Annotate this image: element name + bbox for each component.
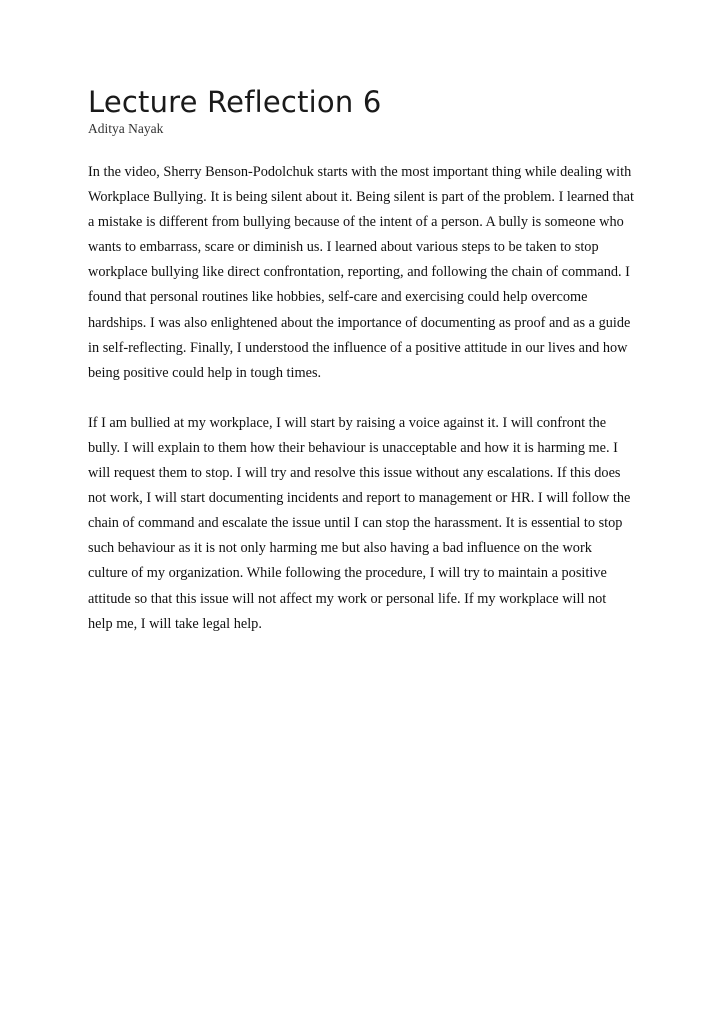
document-author: Aditya Nayak	[88, 121, 164, 136]
paragraph-1: In the video, Sherry Benson-Podolchuk starts with the most important thing while dealing with Workplace Bullying. It is being silent about it. Being silent is part of the problem. I learned that a mistake is different from bullying because of the intent of a person. A bully is someone who wants to embarrass, scare or diminish us. I learned about various steps to be taken to stop workplace bullying like direct confrontation, reporting, and following the chain of command. I found that personal routines like hobbies, self-care and exercising could help overcome hardships. I was also enlightened about the importance of documenting as proof and as a guide in self-reflecting. Finally, I understood the influence of a positive attitude in our lives and how being positive could help in tough times.	[88, 164, 634, 381]
paragraph-2: If I am bullied at my workplace, I will start by raising a voice against it. I will confront the bully. I will explain to them how their behaviour is unacceptable and how it is harming me. I will request them to stop. I will try and resolve this issue without any escalations. If this does not work, I will start documenting incidents and report to management or HR. I will follow the chain of command and escalate the issue until I can stop the harassment. It is essential to stop such behaviour as it is not only harming me but also having a bad influence on the work culture of my organization. While following the procedure, I will try to maintain a positive attitude so that this issue will not affect my work or personal life. If my workplace will not help me, I will take legal help.	[88, 414, 631, 632]
document-title: Lecture Reflection 6	[88, 85, 382, 119]
document-body	[88, 84, 634, 662]
